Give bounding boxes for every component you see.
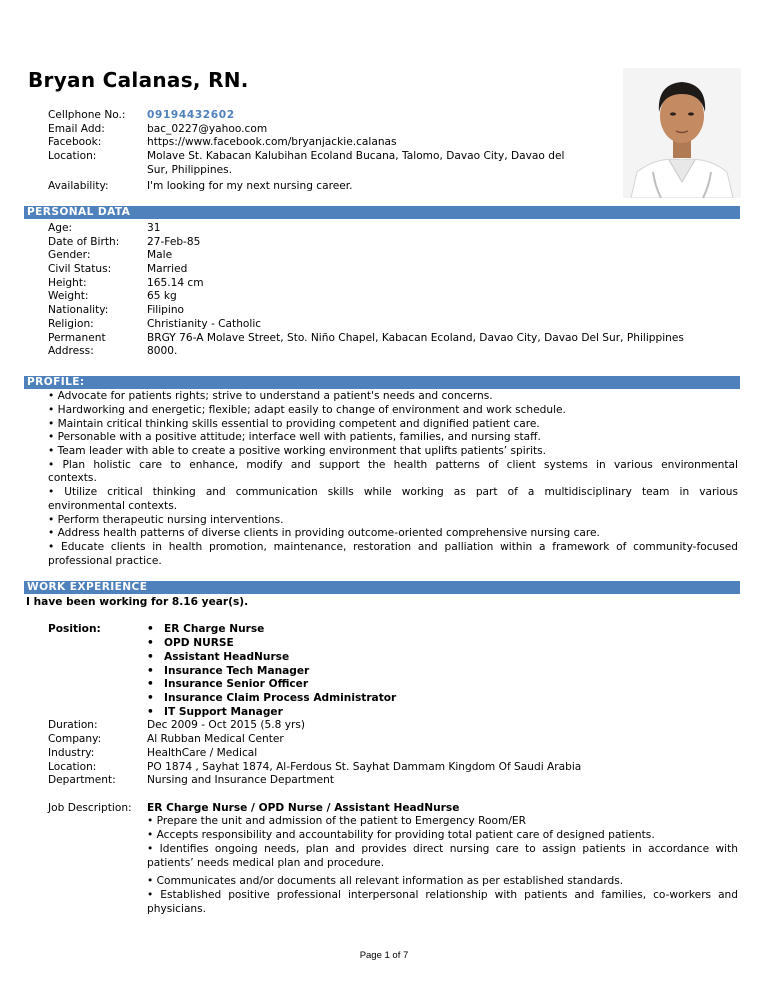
location-value-cont: Sur, Philippines. bbox=[147, 164, 232, 176]
work-summary: I have been working for 8.16 year(s). bbox=[26, 596, 249, 608]
personal-label: Permanent bbox=[48, 332, 106, 344]
cellphone-value: 09194432602 bbox=[147, 109, 235, 121]
profile-photo bbox=[623, 68, 741, 198]
profile-line: professional practice. bbox=[48, 555, 162, 567]
candidate-name: Bryan Calanas, RN. bbox=[28, 68, 249, 92]
nationality-value: Filipino bbox=[147, 304, 185, 316]
detail-label: Department: bbox=[48, 774, 116, 786]
contact-label: Facebook: bbox=[48, 136, 102, 148]
availability-value: I'm looking for my next nursing career. bbox=[147, 180, 353, 192]
profile-line: environmental contexts. bbox=[48, 500, 178, 512]
position-label: Position: bbox=[48, 623, 101, 635]
position-item: • Assistant HeadNurse bbox=[147, 651, 290, 663]
job-description-line: • Identifies ongoing needs, plan and provides direct nursing care to assign patients in accordance with bbox=[147, 843, 738, 855]
contact-label: Cellphone No.: bbox=[48, 109, 126, 121]
religion-value: Christianity - Catholic bbox=[147, 318, 262, 330]
contact-label: Email Add: bbox=[48, 123, 105, 135]
personal-label: Nationality: bbox=[48, 304, 109, 316]
profile-line: • Utilize critical thinking and communication skills while working as part of a multidisciplinary team in various bbox=[48, 486, 738, 498]
position-item: • OPD NURSE bbox=[147, 637, 234, 649]
duration-value: Dec 2009 - Oct 2015 (5.8 yrs) bbox=[147, 719, 306, 731]
position-item: • ER Charge Nurse bbox=[147, 623, 265, 635]
detail-label: Duration: bbox=[48, 719, 98, 731]
detail-label: Industry: bbox=[48, 747, 95, 759]
personal-label: Weight: bbox=[48, 290, 89, 302]
age-value: 31 bbox=[147, 222, 161, 234]
personal-label: Religion: bbox=[48, 318, 94, 330]
section-bar-work-experience: WORK EXPERIENCE bbox=[24, 581, 740, 594]
position-item: • Insurance Claim Process Administrator bbox=[147, 692, 397, 704]
personal-label: Age: bbox=[48, 222, 73, 234]
work-location-value: PO 1874 , Sayhat 1874, Al-Ferdous St. Sayhat Dammam Kingdom Of Saudi Arabia bbox=[147, 761, 582, 773]
job-description-line: • Communicates and/or documents all relevant information as per established standards. bbox=[147, 875, 624, 887]
location-value: Molave St. Kabacan Kalubihan Ecoland Bucana, Talomo, Davao City, Davao del bbox=[147, 150, 565, 162]
gender-value: Male bbox=[147, 249, 173, 261]
weight-value: 65 kg bbox=[147, 290, 177, 302]
job-description-line: • Accepts responsibility and accountability for providing total patient care of designed patients. bbox=[147, 829, 655, 841]
profile-line: • Advocate for patients rights; strive to understand a patient's needs and concerns. bbox=[48, 390, 493, 402]
profile-line: • Plan holistic care to enhance, modify and support the health patterns of client systems in various environmental bbox=[48, 459, 738, 471]
job-description-line: patients’ needs medical plan and procedure. bbox=[147, 857, 385, 869]
personal-label: Height: bbox=[48, 277, 87, 289]
page-number: Page 1 of 7 bbox=[359, 950, 409, 961]
contact-label: Availability: bbox=[48, 180, 109, 192]
profile-line: contexts. bbox=[48, 472, 97, 484]
facebook-value: https://www.facebook.com/bryanjackie.calanas bbox=[147, 136, 397, 148]
personal-label: Date of Birth: bbox=[48, 236, 120, 248]
job-description-line: • Prepare the unit and admission of the patient to Emergency Room/ER bbox=[147, 815, 526, 827]
profile-line: • Hardworking and energetic; flexible; adapt easily to change of environment and work schedule. bbox=[48, 404, 566, 416]
industry-value: HealthCare / Medical bbox=[147, 747, 258, 759]
detail-label: Location: bbox=[48, 761, 97, 773]
position-item: • Insurance Tech Manager bbox=[147, 665, 310, 677]
profile-line: • Maintain critical thinking skills essential to providing competent and dignified patient care. bbox=[48, 418, 540, 430]
civil-status-value: Married bbox=[147, 263, 188, 275]
company-value: Al Rubban Medical Center bbox=[147, 733, 284, 745]
dob-value: 27-Feb-85 bbox=[147, 236, 201, 248]
personal-label: Address: bbox=[48, 345, 94, 357]
profile-line: • Personable with a positive attitude; interface well with patients, families, and nursing staff. bbox=[48, 431, 541, 443]
job-description-label: Job Description: bbox=[48, 802, 132, 814]
position-item: • IT Support Manager bbox=[147, 706, 283, 718]
profile-line: • Team leader with able to create a positive working environment that uplifts patients’ spirits. bbox=[48, 445, 547, 457]
section-bar-personal-data: PERSONAL DATA bbox=[24, 206, 740, 219]
zip-value: 8000. bbox=[147, 345, 178, 357]
personal-label: Civil Status: bbox=[48, 263, 112, 275]
detail-label: Company: bbox=[48, 733, 102, 745]
profile-line: • Perform therapeutic nursing interventions. bbox=[48, 514, 284, 526]
job-description-heading: ER Charge Nurse / OPD Nurse / Assistant HeadNurse bbox=[147, 802, 460, 814]
contact-label: Location: bbox=[48, 150, 97, 162]
permanent-address-value: BRGY 76-A Molave Street, Sto. Niño Chapel, Kabacan Ecoland, Davao City, Davao Del Sur, Philippines bbox=[147, 332, 684, 344]
profile-line: • Address health patterns of diverse clients in providing outcome-oriented comprehensive nursing care. bbox=[48, 527, 600, 539]
email-value: bac_0227@yahoo.com bbox=[147, 123, 268, 135]
height-value: 165.14 cm bbox=[147, 277, 204, 289]
personal-label: Gender: bbox=[48, 249, 91, 261]
section-bar-profile: PROFILE: bbox=[24, 376, 740, 389]
job-description-line: physicians. bbox=[147, 903, 207, 915]
job-description-line: • Established positive professional interpersonal relationship with patients and families, co-workers and bbox=[147, 889, 738, 901]
profile-line: • Educate clients in health promotion, maintenance, restoration and palliation within a framework of community-focused bbox=[48, 541, 738, 553]
position-item: • Insurance Senior Officer bbox=[147, 678, 309, 690]
department-value: Nursing and Insurance Department bbox=[147, 774, 335, 786]
